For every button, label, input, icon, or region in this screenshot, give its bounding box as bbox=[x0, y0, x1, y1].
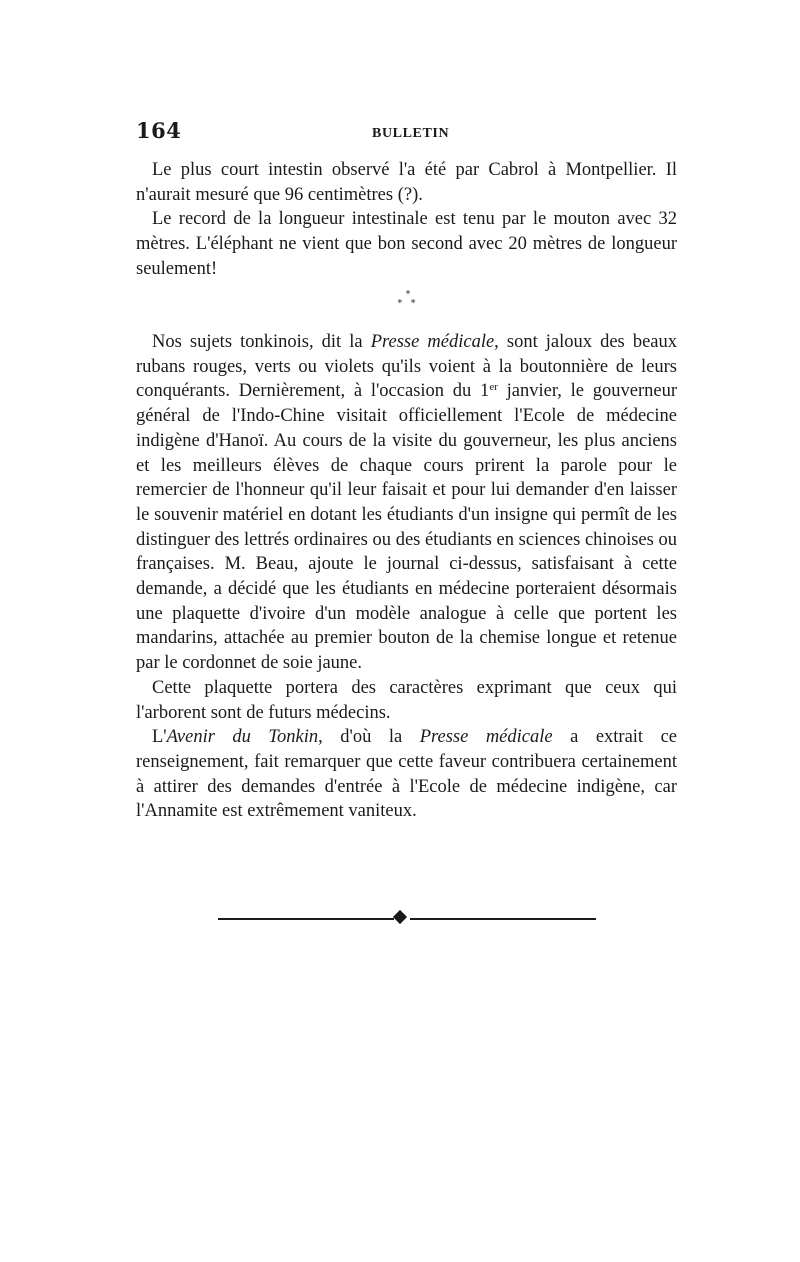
asterism-top: * bbox=[405, 290, 411, 300]
page-header bbox=[136, 118, 677, 148]
intestine-notes bbox=[136, 158, 677, 282]
ornament-line-left bbox=[218, 918, 394, 920]
paragraph-plaquette: Cette plaquette portera des caractères exprimant que ceux qui l'arborent sont de futurs médecins. bbox=[136, 677, 677, 723]
diamond-icon bbox=[393, 910, 407, 924]
source-title: Presse médicale bbox=[370, 332, 495, 352]
paragraph-avenir bbox=[136, 725, 677, 824]
text-part-b: janvier, le gouverneur général de l'Indo-Chine visitait officiellement l'Ecole de médecine indigène d'Hanoï. Au cours de la visite du gouverneur, les plus anciens et les meilleurs élèves de chaque cours prirent la parole pour le remercier de l'honneur qu'il leur faisait et pour lui demander d'en laisser le souvenir matériel en dotant les étudiants d'un insigne qui permît de les distinguer des lettrés ordinaires ou des étudiants en sciences chinoises ou françaises. M. Beau, ajoute le journal ci-dessus, satisfaisant à cette demande, a décidé que les étudiants en médecine porteraient désormais une plaquette d'ivoire d'un modèle analogue à celle que portent les mandarins, attachée au premier bouton de la chemise longue et retenue par le cordonnet de soie jaune. bbox=[136, 381, 677, 674]
journal-title: Avenir du Tonkin bbox=[166, 727, 319, 748]
text-lead: L' bbox=[152, 727, 167, 748]
text-rest: a extrait ce renseignement, fait remarquer que cette faveur contribuera certainement à attirer des demandes d'entrée à l'Ecole de médecine indigène, car l'Annamite est extrêmement vaniteux. bbox=[136, 727, 677, 822]
asterism-separator bbox=[396, 291, 420, 315]
superscript-er: er bbox=[489, 381, 498, 394]
source-title: Presse médicale bbox=[419, 727, 553, 748]
page-number: 164 bbox=[136, 118, 182, 143]
paragraph-record: Le record de la longueur intestinale est tenu par le mouton avec 32 mètres. L'éléphant ne vient que bon second avec 20 mètres de longueur seulement! bbox=[136, 209, 677, 279]
paragraph-tonkinois bbox=[136, 330, 677, 676]
paragraph-cabrol: Le plus court intestin observé l'a été par Cabrol à Montpellier. Il n'aurait mesuré que 96 centimètres (?). bbox=[136, 160, 677, 205]
ornament-line-right bbox=[410, 918, 596, 920]
text-part-a: , sont jaloux des beaux rubans rouges, verts ou violets qu'ils voient à la boutonnière de leurs conquérants. Dernièrement, à l'occasion du 1 bbox=[136, 332, 677, 402]
text-mid: , d'où la bbox=[318, 727, 420, 748]
text-lead: Nos sujets tonkinois, dit la bbox=[152, 332, 371, 352]
running-head: BULLETIN bbox=[372, 126, 450, 141]
end-ornament bbox=[218, 910, 596, 928]
asterism-bottom: * * bbox=[397, 299, 419, 309]
tonkin-article bbox=[136, 330, 677, 824]
